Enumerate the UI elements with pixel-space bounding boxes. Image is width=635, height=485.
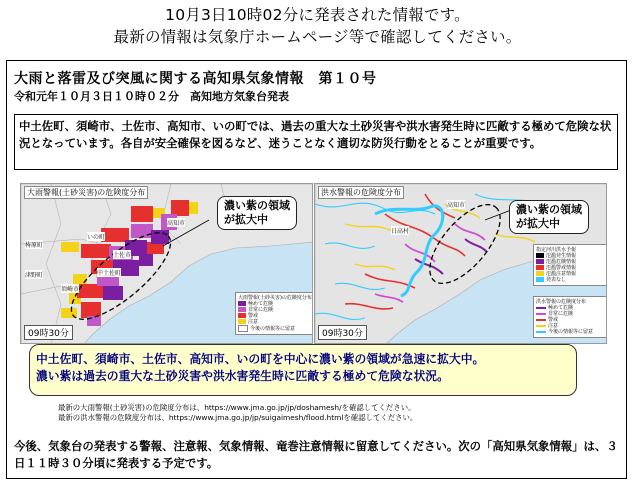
legend-line-icon (536, 319, 546, 321)
flood-legend2-item: 極めて危険 (536, 305, 606, 311)
place-tosa: 土佐市 (113, 252, 132, 259)
place-ino: いの町 (87, 234, 106, 241)
flood-legend2-item: 警戒 (536, 317, 606, 323)
landslide-legend-item: 極めて危険 (238, 301, 312, 307)
legend-swatch-icon (536, 271, 544, 276)
risk-note-box (29, 344, 577, 396)
landslide-legend-item: 警戒 (238, 313, 312, 319)
flood-legend1-item: 氾濫注意情報 (536, 271, 606, 277)
landslide-risk-map (20, 183, 313, 344)
bulletin-summary: 中土佐町、須崎市、土佐市、高知市、いの町では、過去の重大な土砂災害や洪水害発生時に匹敵する極めて危険な状況となっています。各自が安全確保を図るなど、迷うことなく適切な防災行動をとることが重要です。 (14, 114, 618, 170)
legend-swatch-icon (238, 313, 246, 318)
legend-line-icon (536, 313, 546, 315)
place-susaki: 須崎市 (61, 286, 80, 293)
landslide-map-label: 大雨警報(土砂災害)の危険度分布 (24, 186, 148, 199)
notice-header (0, 4, 635, 48)
notice-line-2: 最新の情報は気象庁ホームページ等で確認してください。 (113, 28, 522, 46)
place-nakatosa: 中土佐町 (97, 270, 122, 277)
flood-forecast-legend (533, 244, 607, 286)
flood-map-time: 09時30分 (318, 325, 367, 340)
flood-risk-map (314, 183, 607, 344)
reference-landslide-url: 最新の大雨警報(土砂災害)の危険度分布は、https://www.jma.go.jp/jp/doshamesh/を確認してください。 (58, 403, 416, 412)
place-tsuno: 津野町 (25, 272, 44, 279)
flood-legend1-item: 氾濫警戒情報 (536, 265, 606, 271)
landslide-legend-item: 今後の情報等に留意 (238, 325, 312, 332)
flood-legend1-item: 発表なし (536, 277, 606, 283)
place-kochi-flood: 高知市 (447, 202, 466, 209)
legend-swatch-icon (536, 253, 544, 258)
flood-legend2-title: 洪水警報の危険度分布 (536, 299, 587, 305)
flood-legend2-item: 非常に危険 (536, 311, 606, 317)
legend-line-icon (536, 307, 546, 309)
landslide-legend-item: 注意 (238, 319, 312, 325)
landslide-callout (217, 196, 297, 230)
legend-swatch-icon (536, 277, 544, 282)
landslide-callout-line-2: が拡大中 (224, 213, 268, 226)
legend-swatch-icon (238, 301, 246, 306)
flood-legend1-title: 指定河川洪水予報 (536, 247, 577, 253)
legend-swatch-icon (536, 265, 544, 270)
risk-note-line-2: 濃い紫は過去の重大な土砂災害や洪水害発生時に匹敵する極めて危険な状況。 (36, 369, 449, 383)
flood-legend1-item: 氾濫危険情報 (536, 259, 606, 265)
flood-legend2-item: 今後の情報等に留意 (536, 329, 606, 335)
flood-callout-line-1: 濃い紫の領域 (516, 203, 582, 216)
landslide-legend (235, 292, 313, 335)
bulletin-issued: 令和元年１０月３日１０時０２分 高知地方気象台発表 (14, 90, 289, 103)
landslide-map-time: 09時30分 (24, 325, 73, 340)
legend-swatch-icon (238, 325, 248, 332)
flood-risk-legend (533, 296, 607, 338)
legend-line-icon (536, 325, 546, 327)
legend-swatch-icon (536, 259, 544, 264)
legend-line-icon (536, 331, 546, 333)
place-kochi: 高知市 (167, 220, 186, 227)
reference-flood-url: 最新の洪水警報の危険度分布は、https://www.jma.go.jp/jp/suigaimesh/flood.htmlを確認してください。 (58, 413, 418, 422)
landslide-legend-item: 非常に危険 (238, 307, 312, 313)
bulletin-footer: 今後、気象台の発表する警報、注意報、気象情報、竜巻注意情報に留意してください。次の「高知県気象情報」は、３日１１時３０分頃に発表する予定です。 (14, 439, 618, 470)
place-yusuhara: 梼原町 (25, 242, 44, 249)
legend-swatch-icon (238, 307, 246, 312)
flood-legend2-item: 注意 (536, 323, 606, 329)
flood-map-label: 洪水警報の危険度分布 (318, 186, 404, 199)
legend-swatch-icon (238, 319, 246, 324)
risk-note-line-1: 中土佐町、須崎市、土佐市、高知市、いの町を中心に濃い紫の領域が急速に拡大中。 (36, 352, 485, 366)
flood-callout-line-2: が拡大中 (516, 217, 560, 230)
bulletin-title: 大雨と落雷及び突風に関する高知県気象情報 第１０号 (14, 71, 377, 87)
landslide-callout-line-1: 濃い紫の領域 (224, 199, 290, 212)
flood-callout (509, 200, 589, 234)
landslide-legend-title: 大雨警報(土砂災害)の危険度分布 (238, 295, 312, 301)
notice-line-1: 10月3日10時02分に発表された情報です。 (165, 6, 470, 24)
flood-legend1-item: 氾濫発生情報 (536, 253, 606, 259)
place-hidaka: 日高村 (391, 228, 410, 235)
